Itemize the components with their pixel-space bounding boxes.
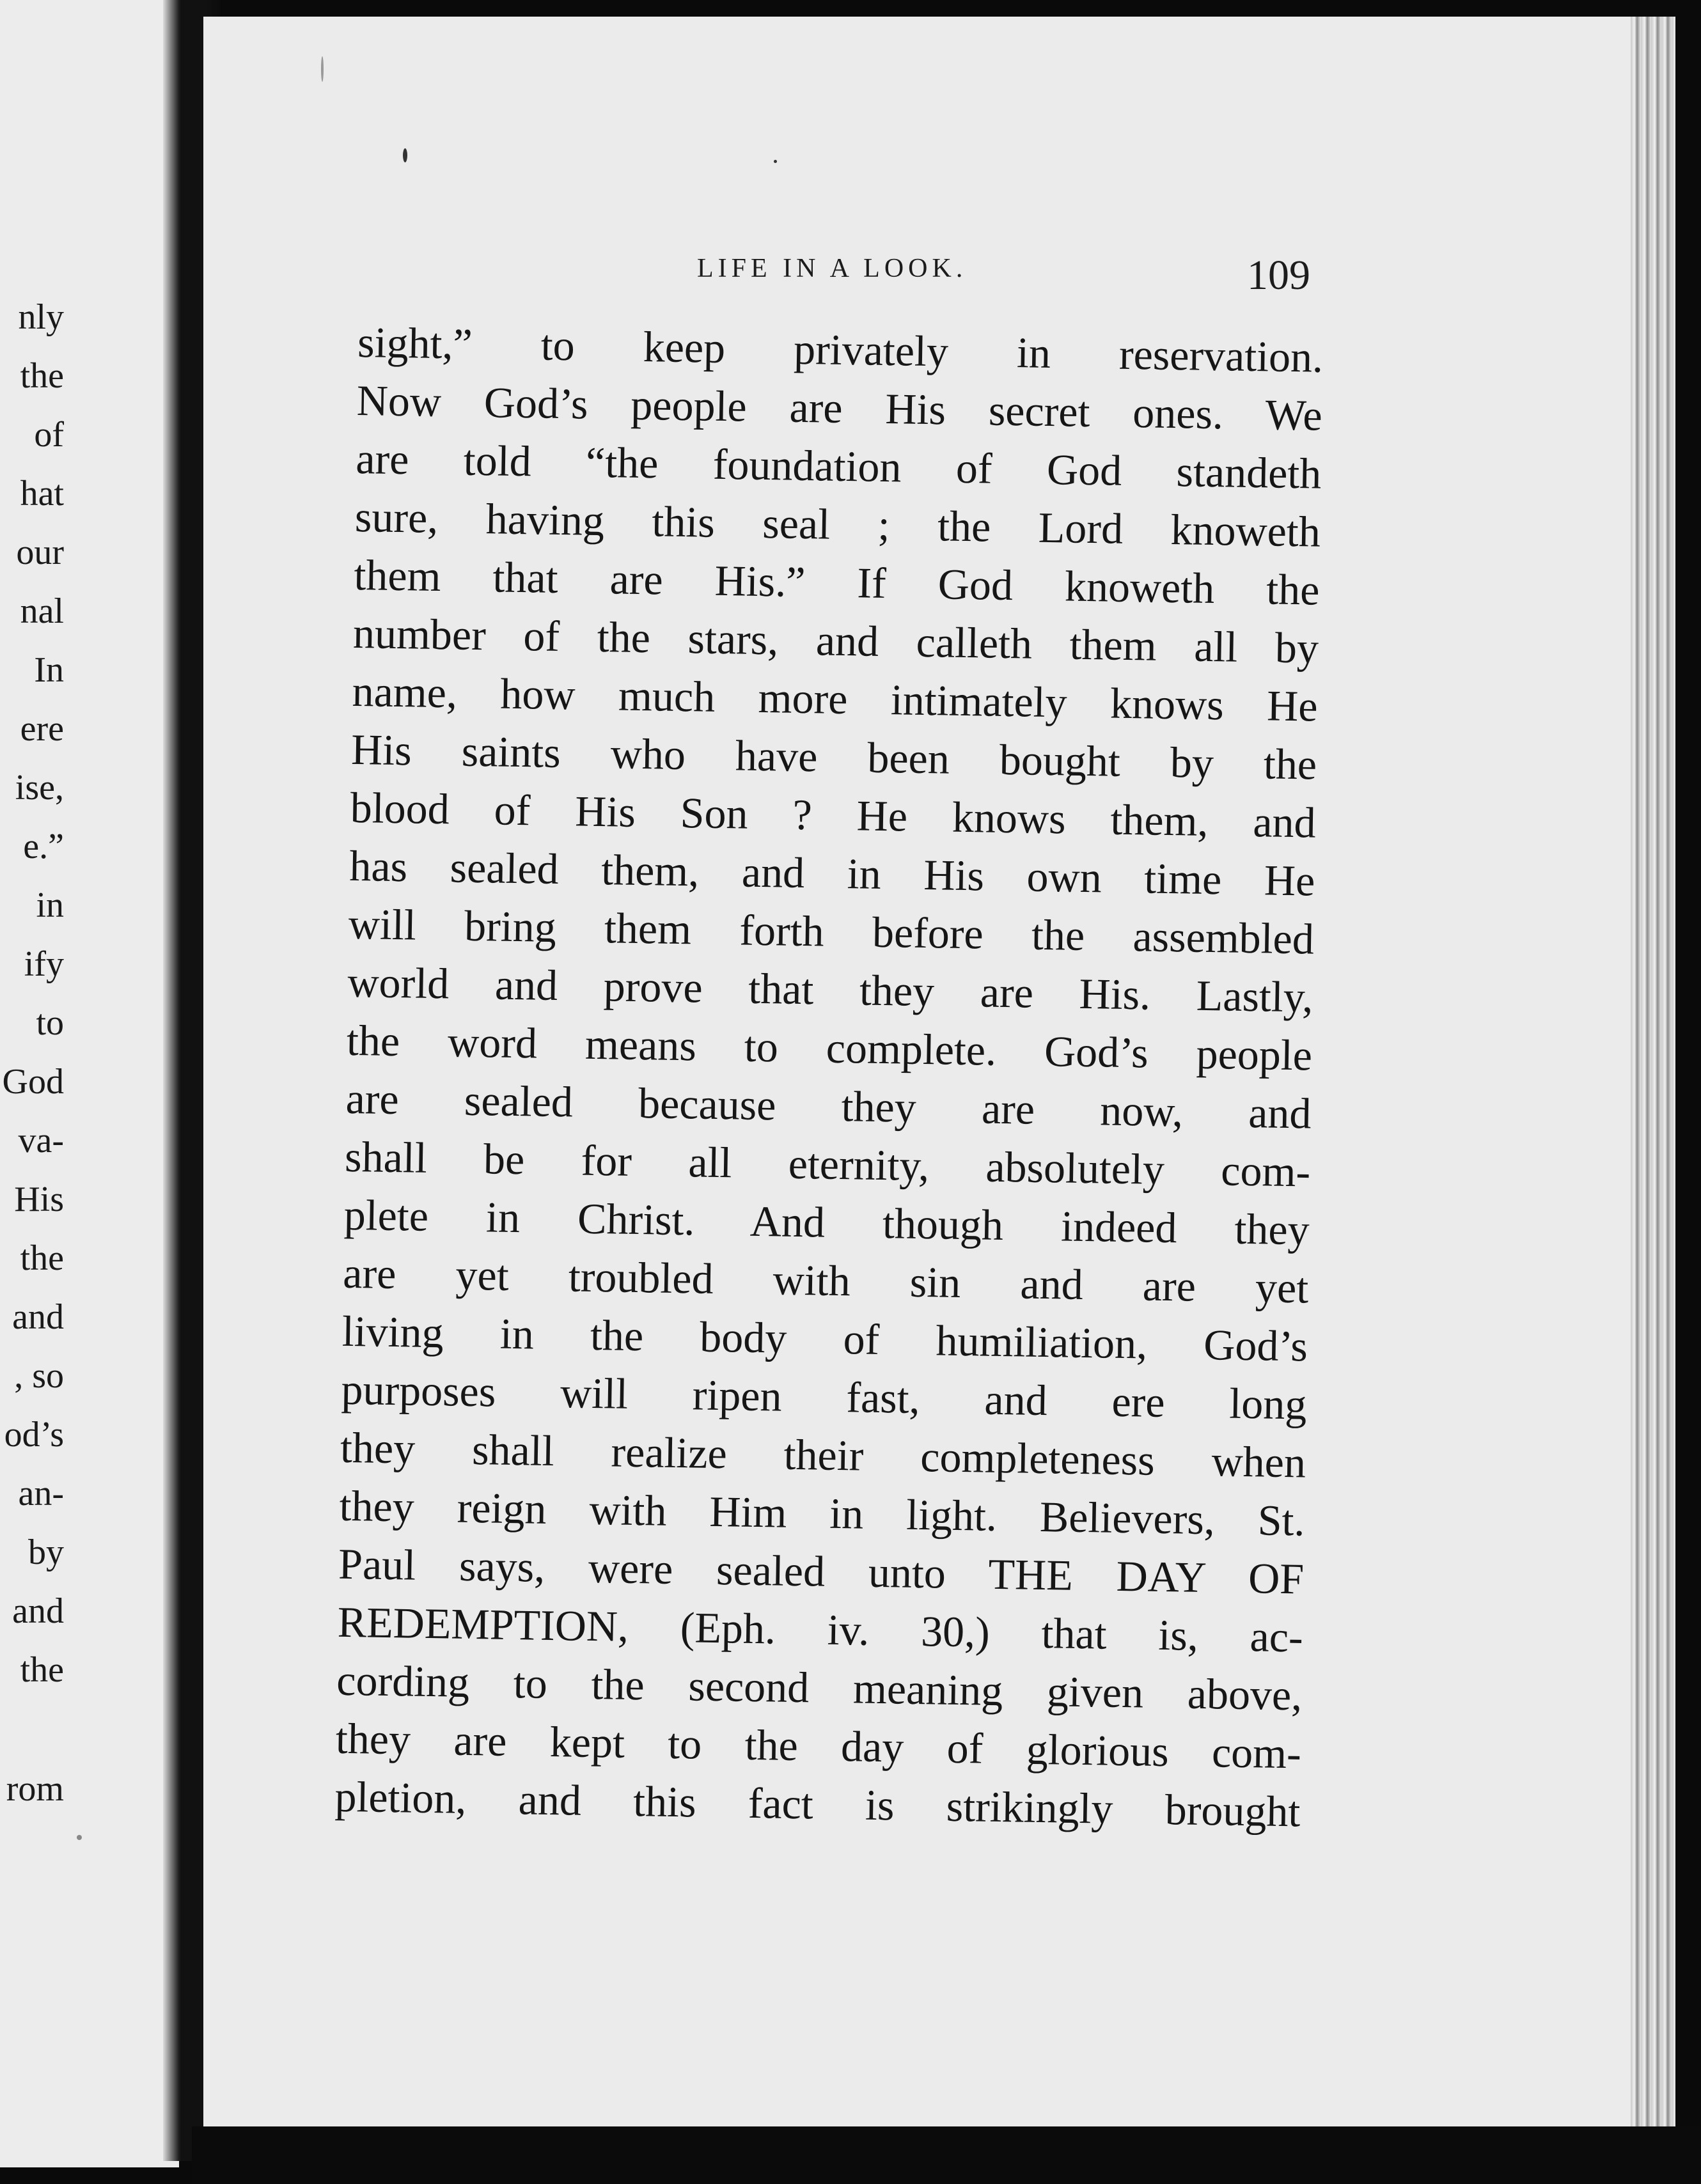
- left-page-fragment: va-: [18, 1121, 64, 1160]
- left-page-fragment: the: [20, 356, 64, 396]
- left-page-fragment: nly: [18, 297, 64, 337]
- text-line: His saints who have been bought by the: [350, 724, 1317, 789]
- left-page-fragment: , so: [14, 1356, 64, 1396]
- text-line: will bring them forth before the assembled: [348, 899, 1315, 963]
- book-gutter: [180, 0, 206, 2161]
- text-line: living in the body of humiliation, God’s: [341, 1306, 1308, 1371]
- body-text: [334, 313, 1343, 1876]
- text-line: are sealed because they are now, and: [345, 1073, 1312, 1138]
- text-line: purposes will ripen fast, and ere long: [340, 1364, 1307, 1429]
- left-page-fragment: in: [36, 885, 64, 925]
- text-line: they reign with Him in light. Believers, St.: [339, 1481, 1306, 1545]
- text-line: Now God’s people are His secret ones. We: [356, 375, 1323, 440]
- text-line: them that are His.” If God knoweth the: [353, 550, 1320, 614]
- left-page-fragment: God: [2, 1062, 64, 1102]
- text-line: has sealed them, and in His own time He: [349, 841, 1315, 905]
- page-number: 109: [1247, 252, 1310, 299]
- text-line: plete in Christ. And though indeed they: [343, 1190, 1310, 1254]
- text-line: Paul says, were sealed unto THE DAY OF: [338, 1539, 1305, 1603]
- left-page-fragment: to: [36, 1003, 64, 1043]
- text-line: sure, having this seal ; the Lord knoweth: [354, 492, 1321, 556]
- text-line: the word means to complete. God’s people: [346, 1015, 1313, 1080]
- left-page-fragment: nal: [20, 591, 64, 631]
- text-line: pletion, and this fact is strikingly brought: [334, 1772, 1301, 1836]
- left-page-fragment: and: [12, 1591, 64, 1631]
- scan-bottom-border: [192, 2126, 1701, 2184]
- print-speck: [321, 56, 324, 82]
- text-line: are told “the foundation of God standeth: [355, 433, 1322, 498]
- text-line: they are kept to the day of glorious com-: [335, 1713, 1302, 1778]
- left-page-fragment: His: [14, 1180, 64, 1219]
- text-line: shall be for all eternity, absolutely com-: [344, 1132, 1311, 1196]
- text-line: world and prove that they are His. Lastly,: [347, 957, 1313, 1022]
- left-page-fragment: rom: [6, 1769, 64, 1809]
- print-speck: [774, 160, 777, 163]
- left-page-fragment: ify: [24, 944, 64, 984]
- running-head: LIFE IN A LOOK.: [697, 254, 968, 283]
- text-line: REDEMPTION, (Eph. iv. 30,) that is, ac-: [337, 1597, 1304, 1662]
- text-line: they shall realize their completeness when: [340, 1423, 1306, 1487]
- left-page-fragment: an-: [18, 1474, 64, 1513]
- left-page-fragment: e.”: [23, 827, 64, 866]
- text-line: sight,” to keep privately in reservation.: [357, 317, 1324, 382]
- left-page-fragment: od’s: [4, 1415, 64, 1455]
- left-page-fragment: of: [34, 415, 64, 455]
- text-line: are yet troubled with sin and are yet: [342, 1248, 1309, 1313]
- left-page-fragment: In: [34, 650, 64, 690]
- left-page-fragment: the: [20, 1650, 64, 1690]
- print-speck: [77, 1835, 82, 1840]
- left-page-fragment: and: [12, 1297, 64, 1337]
- left-page-fragment: our: [16, 533, 64, 572]
- print-speck: [403, 148, 407, 162]
- text-line: cording to the second meaning given above,: [336, 1655, 1303, 1720]
- left-page-fragment: the: [20, 1238, 64, 1278]
- left-page-fragment: by: [28, 1533, 64, 1572]
- text-line: number of the stars, and calleth them all by: [352, 608, 1319, 673]
- text-line: name, how much more intimately knows He: [352, 666, 1319, 731]
- left-page-fragment: ise,: [15, 768, 64, 807]
- left-page-fragment: hat: [20, 474, 64, 513]
- page-edges: [1631, 17, 1675, 2152]
- text-line: blood of His Son ? He knows them, and: [350, 783, 1317, 847]
- left-page-fragment: ere: [20, 709, 64, 749]
